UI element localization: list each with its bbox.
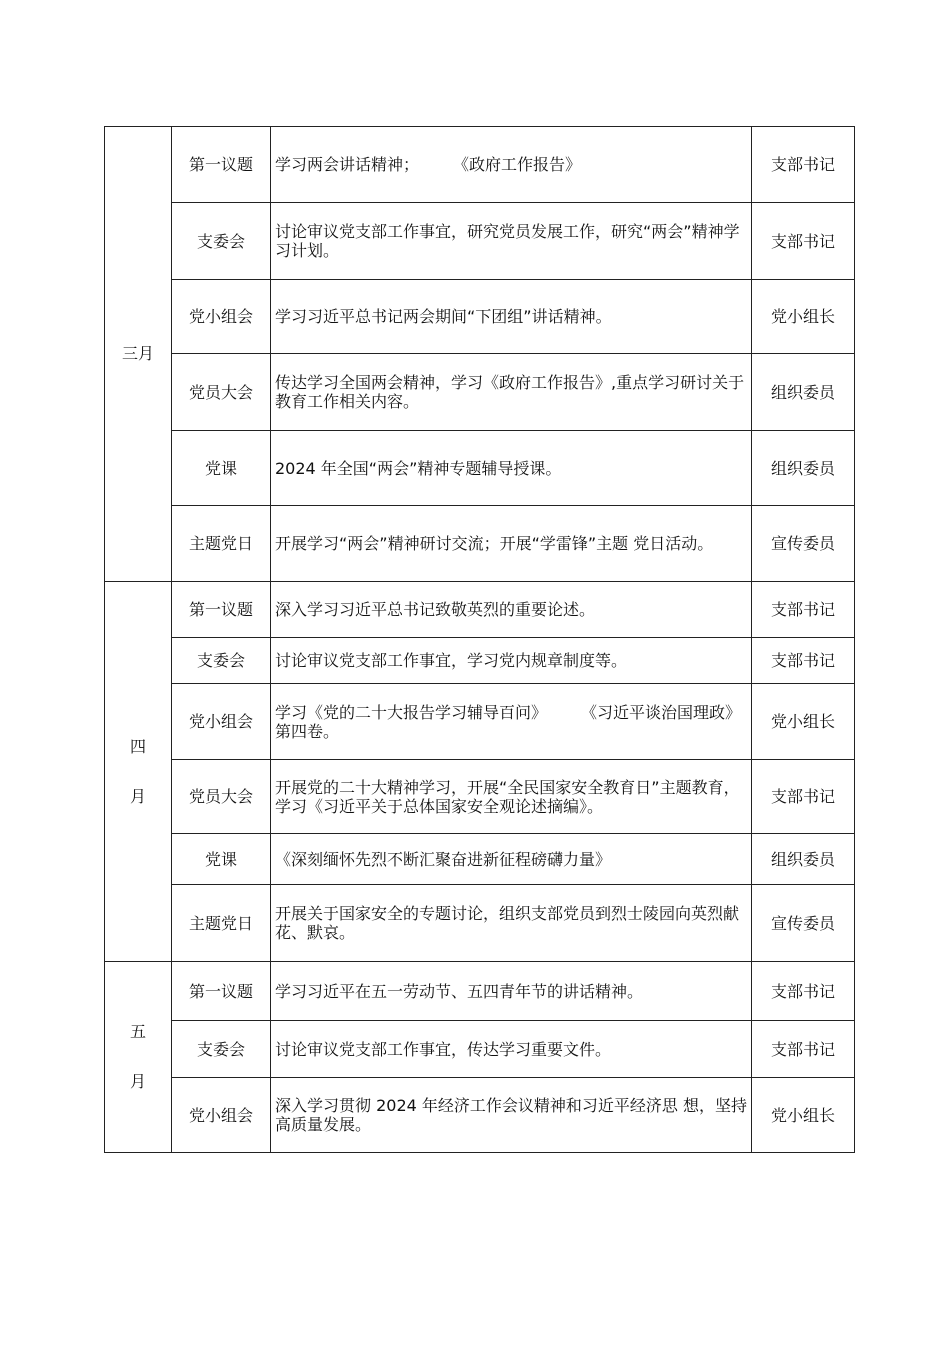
table-row (105, 1021, 855, 1078)
activity-type-cell: 党小组会 (172, 684, 271, 760)
table-row (105, 962, 855, 1021)
activity-content-text: 学习习近平在五一劳动节、五四青年节的讲话精神。 (275, 981, 644, 1001)
activity-type-cell: 党课 (172, 834, 271, 885)
activity-type-cell: 党小组会 (172, 280, 271, 354)
activity-content-cell (271, 638, 752, 684)
table-row (105, 638, 855, 684)
plan-table-body (105, 127, 855, 1153)
table-row (105, 760, 855, 834)
activity-content-text: 深入学习贯彻 2024 年经济工作会议精神和习近平经济思 想，坚持高质量发展。 (275, 1096, 747, 1134)
activity-content-text: 学习两会讲话精神； (275, 155, 420, 174)
table-row (105, 431, 855, 506)
activity-type-cell: 党小组会 (172, 1078, 271, 1153)
activity-content-cell (271, 684, 752, 760)
activity-content-cell (271, 127, 752, 203)
activity-content-text: 讨论审议党支部工作事宜，传达学习重要文件。 (275, 1039, 612, 1059)
activity-content-cell (271, 760, 752, 834)
table-row (105, 354, 855, 431)
activity-content-text: 学习《党的二十大报告学习辅导百问》 (275, 702, 548, 722)
month-cell (105, 962, 172, 1153)
responsible-person-cell: 宣传委员 (752, 885, 855, 962)
activity-content-text: 《政府工作报告》 (453, 155, 582, 174)
activity-type-cell: 支委会 (172, 1021, 271, 1078)
table-row (105, 582, 855, 638)
activity-content-text: 讨论审议党支部工作事宜，研究党员发展工作，研究“两会”精神学习计划。 (275, 222, 740, 260)
month-label: 月 (129, 1072, 146, 1091)
activity-type-cell: 支委会 (172, 638, 271, 684)
activity-type-cell: 主题党日 (172, 506, 271, 582)
responsible-person-cell: 支部书记 (752, 760, 855, 834)
activity-type-cell: 党员大会 (172, 354, 271, 431)
responsible-person-cell: 支部书记 (752, 127, 855, 203)
activity-content-text: 传达学习全国两会精神，学习《政府工作报告》,重点学习研讨关于教育工作相关内容。 (275, 373, 745, 411)
table-row (105, 506, 855, 582)
responsible-person-cell: 宣传委员 (752, 506, 855, 582)
table-row (105, 1078, 855, 1153)
activity-content-cell (271, 1078, 752, 1153)
responsible-person-cell: 党小组长 (752, 280, 855, 354)
activity-content-text: 深入学习习近平总书记致敬英烈的重要论述。 (275, 600, 596, 619)
month-label: 四 (129, 736, 146, 756)
activity-content-cell (271, 582, 752, 638)
activity-content-cell (271, 885, 752, 962)
responsible-person-cell: 支部书记 (752, 1021, 855, 1078)
table-row (105, 127, 855, 203)
responsible-person-cell: 支部书记 (752, 638, 855, 684)
activity-content-cell (271, 506, 752, 582)
responsible-person-cell: 组织委员 (752, 431, 855, 506)
responsible-person-cell: 组织委员 (752, 834, 855, 885)
activity-content-cell (271, 280, 752, 354)
table-row (105, 203, 855, 280)
activity-type-cell: 支委会 (172, 203, 271, 280)
month-cell (105, 127, 172, 582)
activity-type-cell: 第一议题 (172, 962, 271, 1021)
month-label: 三月 (121, 344, 154, 363)
responsible-person-cell: 支部书记 (752, 582, 855, 638)
month-label: 五 (129, 1022, 146, 1041)
activity-content-text: 2024 年全国“两会”精神专题辅导授课。 (275, 458, 562, 478)
activity-type-cell: 主题党日 (172, 885, 271, 962)
responsible-person-cell: 支部书记 (752, 962, 855, 1021)
activity-content-text: 学习习近平总书记两会期间“下团组”讲话精神。 (275, 307, 612, 326)
party-study-plan-table (104, 126, 855, 1153)
responsible-person-cell: 党小组长 (752, 1078, 855, 1153)
activity-type-cell: 党课 (172, 431, 271, 506)
activity-type-cell: 第一议题 (172, 127, 271, 203)
responsible-person-cell: 党小组长 (752, 684, 855, 760)
month-label: 月 (129, 786, 146, 806)
table-row (105, 885, 855, 962)
month-cell (105, 582, 172, 962)
table-row (105, 280, 855, 354)
activity-content-cell (271, 203, 752, 280)
activity-content-cell (271, 431, 752, 506)
responsible-person-cell: 组织委员 (752, 354, 855, 431)
activity-content-cell (271, 354, 752, 431)
table-row (105, 834, 855, 885)
activity-content-text: 《深刻缅怀先烈不断汇聚奋进新征程磅礴力量》 (275, 849, 612, 869)
activity-content-text: 开展学习“两会”精神研讨交流；开展“学雷锋”主题 党日活动。 (275, 534, 714, 553)
activity-content-cell (271, 834, 752, 885)
activity-content-text: 讨论审议党支部工作事宜，学习党内规章制度等。 (275, 651, 628, 670)
activity-content-text: 开展关于国家安全的专题讨论，组织支部党员到烈士陵园向英烈献花、默哀。 (275, 904, 740, 942)
activity-content-text: 开展党的二十大精神学习，开展“全民国家安全教育日”主题教育，学习《习近平关于总体国家安全观论述摘编》。 (275, 777, 740, 816)
activity-content-cell (271, 1021, 752, 1078)
activity-type-cell: 党员大会 (172, 760, 271, 834)
responsible-person-cell: 支部书记 (752, 203, 855, 280)
table-row (105, 684, 855, 760)
activity-content-text: 《习近平谈治国理政》第四卷。 (275, 702, 742, 741)
activity-type-cell: 第一议题 (172, 582, 271, 638)
activity-content-cell (271, 962, 752, 1021)
